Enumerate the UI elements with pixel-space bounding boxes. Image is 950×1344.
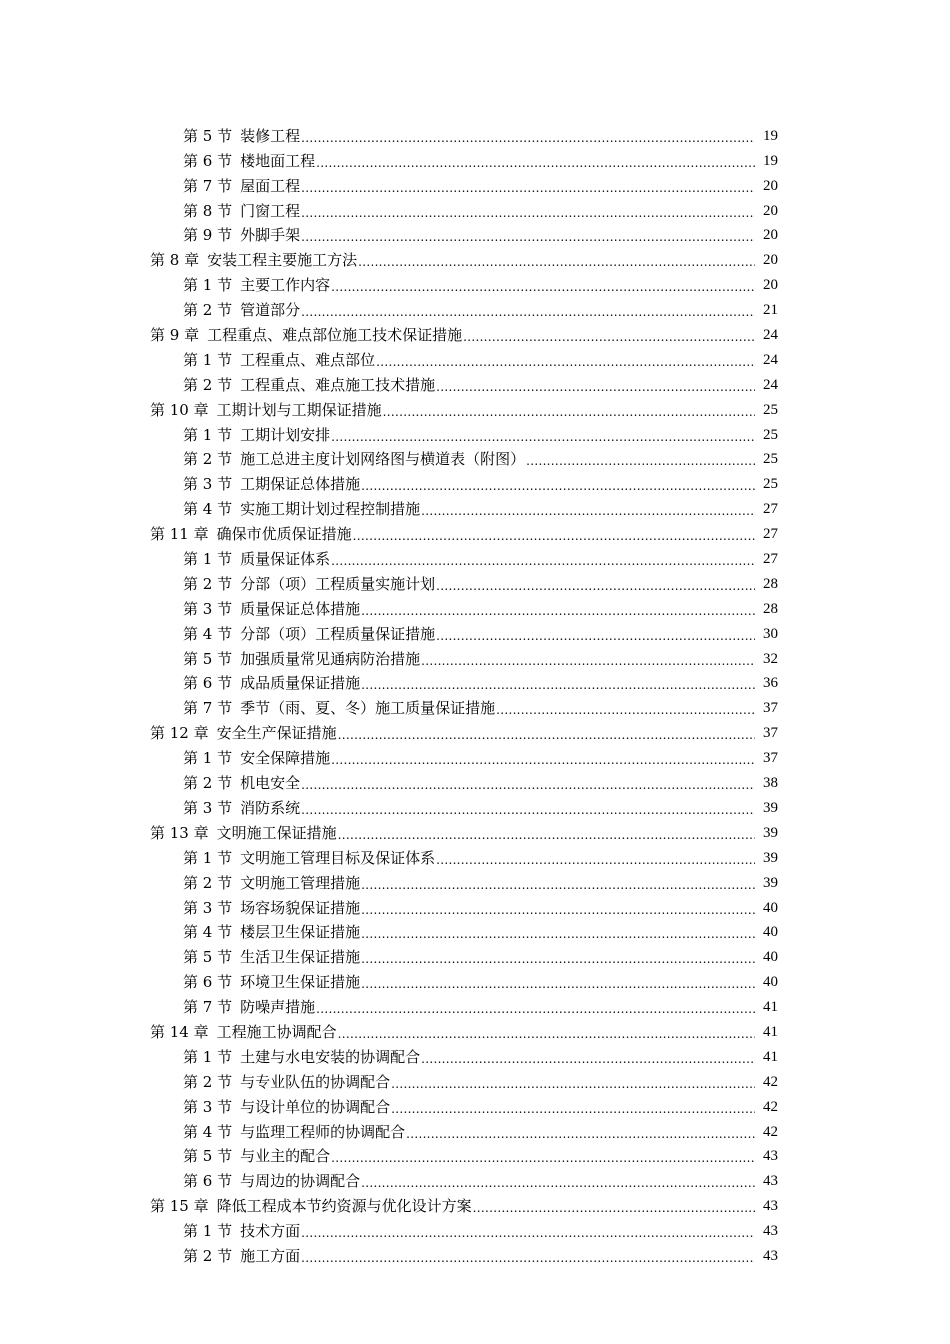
toc-dot-leader [331,276,755,294]
toc-dot-leader [391,1098,755,1116]
toc-page-number: 39 [763,824,778,841]
toc-section-entry[interactable] [0,991,950,1016]
toc-chapter-entry[interactable] [0,817,950,842]
toc-entry-number: 第 1 节 [183,350,233,369]
toc-chapter-entry[interactable] [0,717,950,742]
toc-section-entry[interactable] [0,220,950,245]
toc-dot-leader [331,426,755,444]
toc-entry-number: 第 2 节 [183,1246,233,1265]
toc-section-entry[interactable] [0,692,950,717]
toc-section-entry[interactable] [0,269,950,294]
toc-page-number: 20 [763,277,778,294]
toc-entry-number: 第 2 节 [183,1072,233,1091]
toc-entry-number: 第 2 节 [183,301,233,320]
toc-entry-number: 第 8 节 [183,201,233,220]
toc-page-number: 42 [763,1098,778,1115]
toc-section-entry[interactable] [0,1116,950,1141]
toc-dot-leader [473,1197,755,1215]
toc-page-number: 41 [763,1048,778,1065]
toc-section-entry[interactable] [0,593,950,618]
toc-chapter-entry[interactable] [0,1016,950,1041]
toc-entry-title: 降低工程成本节约资源与优化设计方案 [216,1197,472,1216]
toc-section-entry[interactable] [0,643,950,668]
toc-page-number: 24 [763,351,778,368]
toc-page-number: 37 [763,725,778,742]
toc-entry-title: 安全保障措施 [240,749,331,768]
toc-entry-number: 第 12 章 [150,724,209,743]
toc-entry-number: 第 4 节 [183,624,233,643]
toc-section-entry[interactable] [0,767,950,792]
toc-entry-title: 施工方面 [240,1246,301,1265]
toc-entry-title: 安全生产保证措施 [216,724,337,743]
toc-entry-number: 第 1 节 [183,848,233,867]
toc-entry-title: 防噪声措施 [240,998,316,1017]
toc-page-number: 37 [763,700,778,717]
toc-entry-number: 第 2 节 [183,873,233,892]
toc-page-number: 20 [763,177,778,194]
toc-entry-number: 第 6 节 [183,151,233,170]
toc-entry-title: 外脚手架 [240,226,301,245]
toc-page-number: 43 [763,1148,778,1165]
toc-entry-title: 技术方面 [240,1222,301,1241]
toc-entry-number: 第 2 节 [183,774,233,793]
toc-entry-title: 生活卫生保证措施 [240,948,361,967]
toc-section-entry[interactable] [0,966,950,991]
toc-entry-number: 第 3 节 [183,1097,233,1116]
toc-entry-number: 第 1 节 [183,1047,233,1066]
toc-entry-title: 装修工程 [240,126,301,145]
toc-dot-leader [301,301,755,319]
toc-section-entry[interactable] [0,842,950,867]
toc-entry-number: 第 6 节 [183,973,233,992]
toc-section-entry[interactable] [0,618,950,643]
toc-entry-title: 工程重点、难点部位施工技术保证措施 [207,326,463,345]
toc-dot-leader [463,326,755,344]
toc-page-number: 25 [763,476,778,493]
toc-entry-number: 第 4 节 [183,923,233,942]
toc-dot-leader [361,1172,755,1190]
toc-entry-number: 第 3 节 [183,798,233,817]
toc-chapter-entry[interactable] [0,518,950,543]
toc-section-entry[interactable] [0,668,950,693]
toc-section-entry[interactable] [0,170,950,195]
toc-entry-number: 第 13 章 [150,823,209,842]
toc-section-entry[interactable] [0,941,950,966]
toc-entry-number: 第 7 节 [183,176,233,195]
toc-page-number: 27 [763,551,778,568]
toc-entry-number: 第 7 节 [183,998,233,1017]
toc-section-entry[interactable] [0,1165,950,1190]
toc-dot-leader [526,450,755,468]
toc-dot-leader [301,177,755,195]
toc-section-entry[interactable] [0,195,950,220]
toc-page-number: 20 [763,202,778,219]
toc-page-number: 20 [763,227,778,244]
toc-page-number: 42 [763,1073,778,1090]
toc-dot-leader [361,899,755,917]
toc-entry-title: 工程重点、难点部位 [240,350,376,369]
toc-section-entry[interactable] [0,1240,950,1265]
toc-entry-number: 第 5 节 [183,1147,233,1166]
toc-entry-number: 第 9 章 [150,326,200,345]
toc-page-number: 37 [763,750,778,767]
toc-entry-number: 第 7 节 [183,699,233,718]
toc-entry-title: 质量保证总体措施 [240,599,361,618]
toc-entry-title: 与专业队伍的协调配合 [240,1072,391,1091]
toc-page-number: 24 [763,327,778,344]
toc-entry-title: 与业主的配合 [240,1147,331,1166]
toc-entry-number: 第 9 节 [183,226,233,245]
toc-page-number: 38 [763,775,778,792]
toc-dot-leader [316,152,755,170]
toc-dot-leader [436,625,755,643]
toc-dot-leader [383,401,755,419]
toc-page-number: 28 [763,600,778,617]
toc-entry-number: 第 6 节 [183,674,233,693]
toc-entry-title: 文明施工管理措施 [240,873,361,892]
toc-page-number: 27 [763,501,778,518]
toc-chapter-entry[interactable] [0,394,950,419]
toc-dot-leader [361,948,755,966]
toc-section-entry[interactable] [0,120,950,145]
toc-entry-number: 第 14 章 [150,1022,209,1041]
toc-page-number: 36 [763,675,778,692]
toc-dot-leader [361,600,755,618]
toc-page-number: 27 [763,526,778,543]
toc-chapter-entry[interactable] [0,244,950,269]
toc-section-entry[interactable] [0,1041,950,1066]
toc-entry-title: 管道部分 [240,301,301,320]
toc-entry-title: 成品质量保证措施 [240,674,361,693]
toc-entry-number: 第 3 节 [183,599,233,618]
toc-entry-title: 与设计单位的协调配合 [240,1097,391,1116]
toc-dot-leader [361,923,755,941]
toc-page-number: 25 [763,401,778,418]
toc-page-number: 43 [763,1247,778,1264]
toc-entry-title: 场容场貌保证措施 [240,898,361,917]
toc-section-entry[interactable] [0,1066,950,1091]
toc-page-number: 19 [763,152,778,169]
toc-section-entry[interactable] [0,294,950,319]
toc-page-number: 42 [763,1123,778,1140]
toc-page-number: 32 [763,650,778,667]
toc-entry-title: 文明施工保证措施 [216,823,337,842]
toc-dot-leader [421,1048,755,1066]
toc-entry-number: 第 1 节 [183,1222,233,1241]
toc-section-entry[interactable] [0,145,950,170]
toc-chapter-entry[interactable] [0,319,950,344]
toc-page-number: 39 [763,799,778,816]
toc-page-number: 19 [763,127,778,144]
toc-entry-number: 第 5 节 [183,948,233,967]
toc-entry-number: 第 1 节 [183,749,233,768]
toc-dot-leader [353,525,755,543]
toc-page-number: 39 [763,874,778,891]
toc-entry-title: 施工总进主度计划网络图与横道表（附图） [240,450,526,469]
toc-page-number: 40 [763,974,778,991]
toc-dot-leader [436,575,755,593]
toc-page-number: 43 [763,1223,778,1240]
toc-entry-number: 第 6 节 [183,1172,233,1191]
toc-dot-leader [496,699,755,717]
toc-section-entry[interactable] [0,1141,950,1166]
toc-entry-title: 与监理工程师的协调配合 [240,1122,406,1141]
toc-section-entry[interactable] [0,468,950,493]
toc-page-number: 40 [763,899,778,916]
toc-page-number: 25 [763,426,778,443]
toc-page-number: 21 [763,302,778,319]
toc-page-number: 41 [763,1023,778,1040]
toc-page-number: 24 [763,376,778,393]
toc-section-entry[interactable] [0,543,950,568]
toc-entry-number: 第 4 节 [183,1122,233,1141]
toc-entry-number: 第 5 节 [183,649,233,668]
toc-entry-number: 第 1 节 [183,550,233,569]
toc-dot-leader [436,376,755,394]
toc-section-entry[interactable] [0,1091,950,1116]
toc-dot-leader [316,998,755,1016]
toc-entry-title: 与周边的协调配合 [240,1172,361,1191]
toc-entry-title: 环境卫生保证措施 [240,973,361,992]
toc-section-entry[interactable] [0,493,950,518]
toc-dot-leader [391,1073,755,1091]
toc-entry-title: 机电安全 [240,774,301,793]
toc-page-number: 20 [763,252,778,269]
toc-entry-number: 第 15 章 [150,1197,209,1216]
toc-dot-leader [338,724,755,742]
toc-page-number: 28 [763,575,778,592]
toc-page-number: 39 [763,849,778,866]
toc-entry-title: 工程重点、难点施工技术措施 [240,375,436,394]
toc-page-number: 30 [763,625,778,642]
toc-dot-leader [301,127,755,145]
toc-dot-leader [361,475,755,493]
toc-entry-title: 文明施工管理目标及保证体系 [240,848,436,867]
toc-dot-leader [436,849,755,867]
toc-entry-title: 确保市优质保证措施 [216,525,352,544]
toc-dot-leader [361,874,755,892]
toc-dot-leader [331,550,755,568]
toc-dot-leader [301,226,755,244]
toc-entry-title: 分部（项）工程质量保证措施 [240,624,436,643]
toc-dot-leader [406,1123,755,1141]
toc-dot-leader [358,251,755,269]
toc-entry-title: 门窗工程 [240,201,301,220]
toc-entry-number: 第 2 节 [183,574,233,593]
toc-entry-title: 楼层卫生保证措施 [240,923,361,942]
toc-dot-leader [376,351,755,369]
toc-page-number: 43 [763,1173,778,1190]
toc-entry-title: 主要工作内容 [240,276,331,295]
toc-entry-title: 屋面工程 [240,176,301,195]
toc-entry-number: 第 10 章 [150,400,209,419]
toc-section-entry[interactable] [0,444,950,469]
toc-entry-number: 第 8 章 [150,251,200,270]
toc-entry-title: 分部（项）工程质量实施计划 [240,574,436,593]
toc-section-entry[interactable] [0,792,950,817]
toc-dot-leader [338,1023,755,1041]
toc-section-entry[interactable] [0,892,950,917]
toc-page-number: 43 [763,1198,778,1215]
toc-dot-leader [301,1247,755,1265]
toc-entry-title: 土建与水电安装的协调配合 [240,1047,421,1066]
toc-entry-number: 第 3 节 [183,898,233,917]
toc-entry-title: 工期保证总体措施 [240,475,361,494]
toc-entry-number: 第 1 节 [183,276,233,295]
toc-section-entry[interactable] [0,867,950,892]
toc-dot-leader [421,650,755,668]
toc-dot-leader [301,1222,755,1240]
toc-entry-title: 加强质量常见通病防治措施 [240,649,421,668]
toc-entry-number: 第 4 节 [183,500,233,519]
toc-entry-title: 季节（雨、夏、冬）施工质量保证措施 [240,699,496,718]
toc-entry-number: 第 2 节 [183,450,233,469]
toc-section-entry[interactable] [0,344,950,369]
toc-section-entry[interactable] [0,568,950,593]
toc-section-entry[interactable] [0,419,950,444]
toc-dot-leader [361,973,755,991]
toc-entry-title: 安装工程主要施工方法 [207,251,358,270]
table-of-contents [0,120,950,1265]
toc-chapter-entry[interactable] [0,1190,950,1215]
toc-entry-title: 实施工期计划过程控制措施 [240,500,421,519]
toc-entry-title: 工期计划与工期保证措施 [216,400,382,419]
toc-entry-number: 第 2 节 [183,375,233,394]
toc-dot-leader [301,202,755,220]
toc-dot-leader [331,749,755,767]
toc-entry-number: 第 11 章 [150,525,209,544]
toc-entry-title: 工期计划安排 [240,425,331,444]
toc-dot-leader [338,824,755,842]
toc-entry-title: 质量保证体系 [240,550,331,569]
toc-page-number: 40 [763,949,778,966]
toc-entry-title: 工程施工协调配合 [216,1022,337,1041]
toc-page-number: 25 [763,451,778,468]
toc-entry-title: 消防系统 [240,798,301,817]
toc-page-number: 41 [763,999,778,1016]
toc-section-entry[interactable] [0,917,950,942]
toc-dot-leader [421,500,755,518]
toc-dot-leader [301,799,755,817]
toc-dot-leader [301,774,755,792]
toc-entry-number: 第 1 节 [183,425,233,444]
toc-dot-leader [361,674,755,692]
toc-entry-title: 楼地面工程 [240,151,316,170]
toc-entry-number: 第 3 节 [183,475,233,494]
toc-page-number: 40 [763,924,778,941]
toc-entry-number: 第 5 节 [183,126,233,145]
toc-section-entry[interactable] [0,1215,950,1240]
toc-section-entry[interactable] [0,369,950,394]
toc-section-entry[interactable] [0,742,950,767]
toc-dot-leader [331,1147,755,1165]
